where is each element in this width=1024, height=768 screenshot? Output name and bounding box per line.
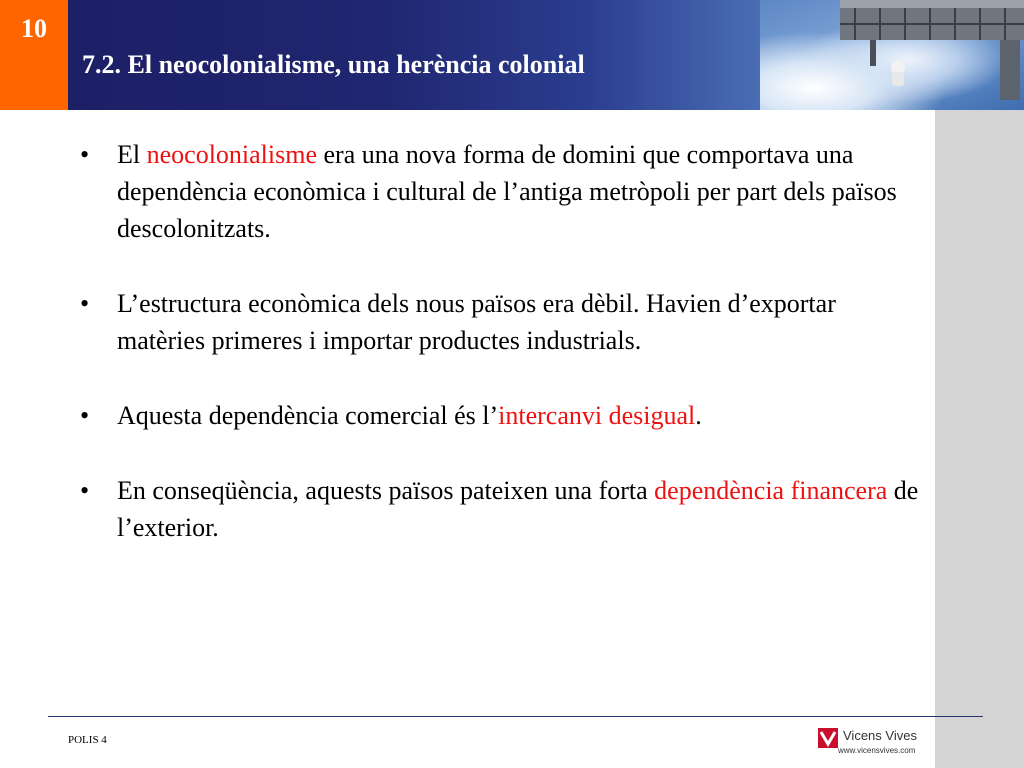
highlight-term: dependència financera xyxy=(654,476,888,505)
bullet-text: El xyxy=(117,140,147,169)
highlight-term: neocolonialisme xyxy=(146,140,318,169)
footer-divider xyxy=(48,716,983,717)
bullet-item xyxy=(80,285,930,359)
highlight-term: intercanvi desigual xyxy=(498,401,696,430)
space-station-icon xyxy=(760,0,1024,110)
bullet-text: Aquesta dependència comercial és l’ xyxy=(117,401,499,430)
logo-name: Vicens Vives xyxy=(843,728,917,743)
bullet-text: . xyxy=(695,401,702,430)
footer-book-label: POLIS 4 xyxy=(68,734,107,746)
bullet-text: L’estructura econòmica dels nous països era dèbil. Havien d’exportar matèries primeres i importar productes industrials. xyxy=(117,289,836,355)
vicens-vives-logo-icon xyxy=(818,728,838,748)
bullet-list xyxy=(80,136,930,584)
slide-number: 10 xyxy=(0,0,68,110)
bullet-item xyxy=(80,397,930,434)
bullet-text: de l’exterior. xyxy=(117,476,919,542)
bullet-item xyxy=(80,472,930,546)
bullet-item xyxy=(80,136,930,247)
bullet-text: era una nova forma de domini que comportava una dependència econòmica i cultural de l’antiga metròpoli per part dels països descolonitzats. xyxy=(117,140,897,243)
space-station-photo xyxy=(760,0,1024,110)
logo-url: www.vicensvives.com xyxy=(838,746,916,755)
side-gray-bar xyxy=(935,110,1024,768)
bullet-marker: • xyxy=(80,476,90,505)
bullet-marker: • xyxy=(80,140,90,169)
bullet-text: En conseqüència, aquests països pateixen una forta xyxy=(117,476,655,505)
slide-header xyxy=(0,0,1024,110)
publisher-logo xyxy=(818,726,928,758)
bullet-marker: • xyxy=(80,289,90,318)
slide-title: 7.2. El neocolonialisme, una herència colonial xyxy=(82,50,585,79)
bullet-marker: • xyxy=(80,401,90,430)
